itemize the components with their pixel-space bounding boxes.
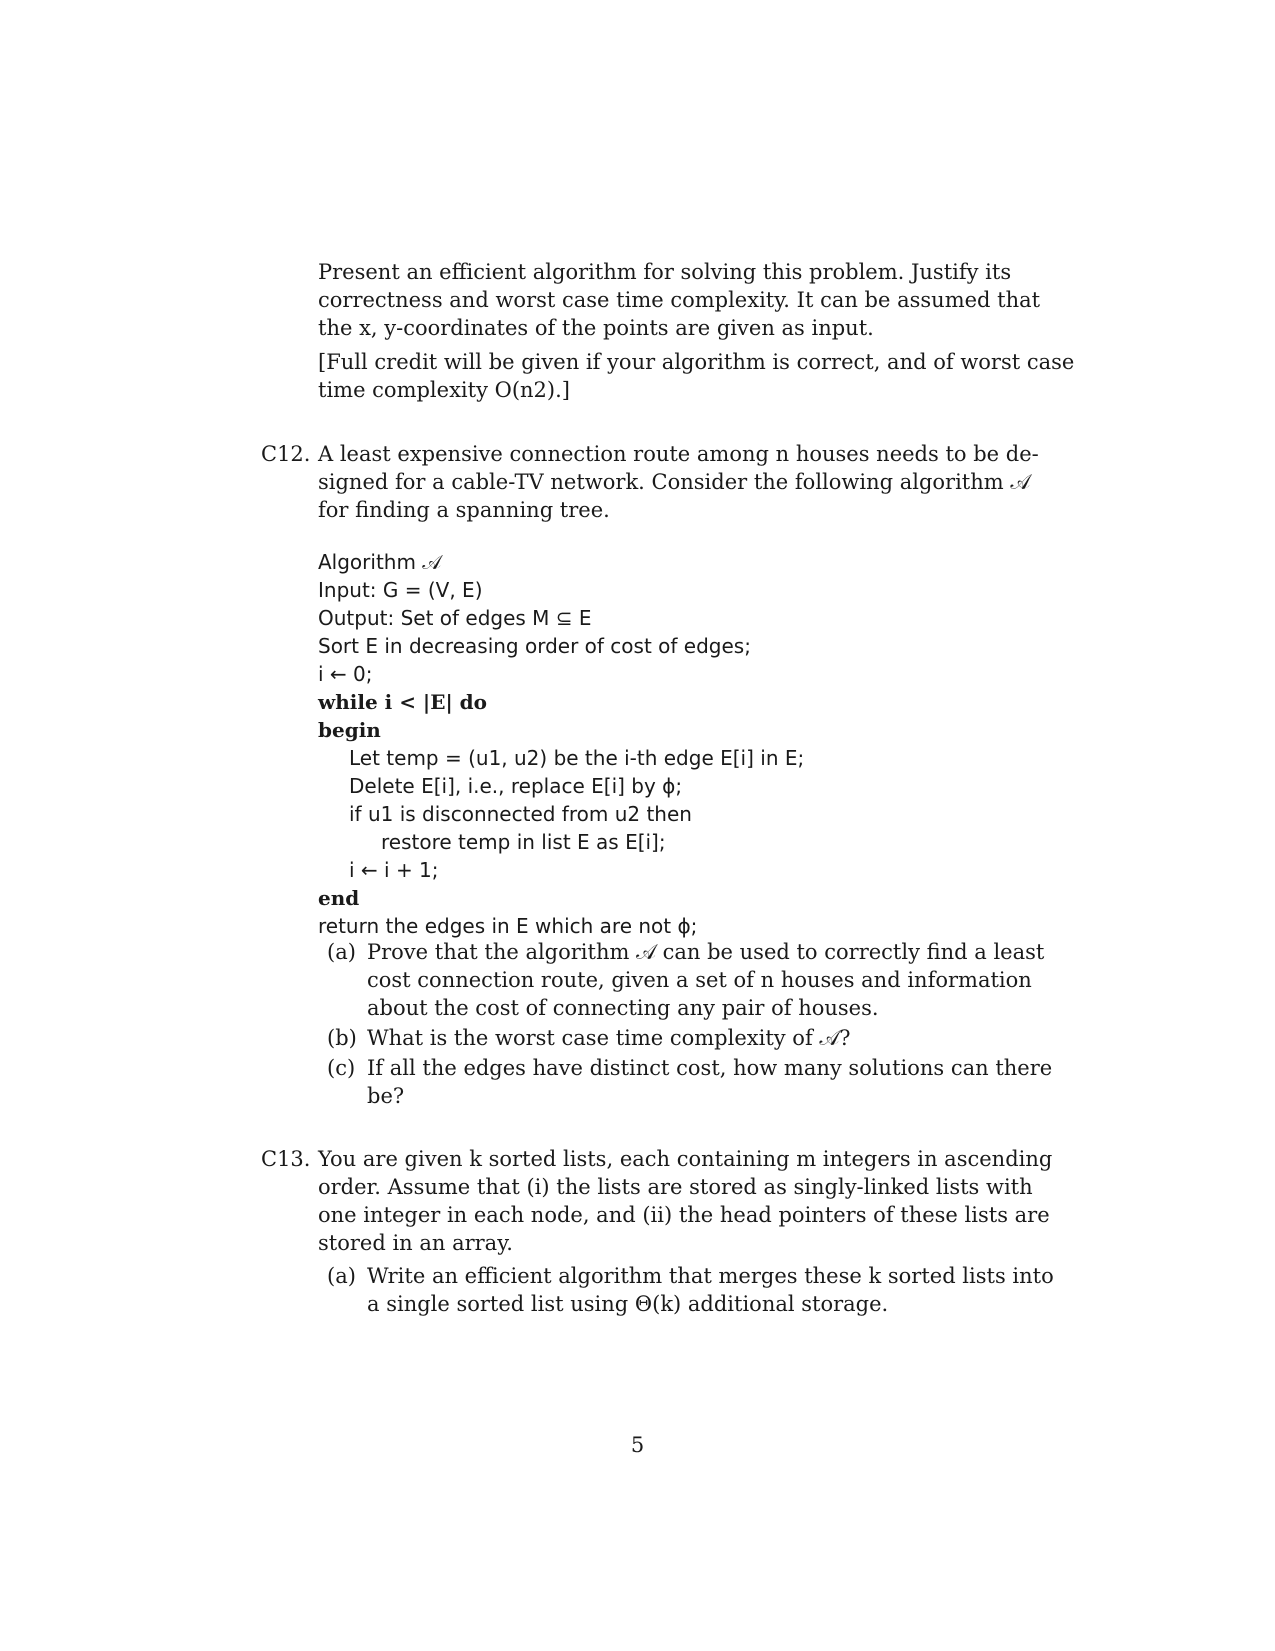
part-text [367,1262,1054,1318]
part-text [367,938,1045,1022]
text-line: Prove that the algorithm 𝒜 can be used to correctly find a least [367,940,1045,964]
text-line: A least expensive connection route among n houses needs to be de- [318,442,1039,466]
part-label: (b) [327,1026,357,1050]
question-number-c13: C13. [261,1147,311,1171]
text-line: You are given k sorted lists, each containing m integers in ascending [318,1147,1053,1171]
text-line: Present an efficient algorithm for solving this problem. Justify its [318,260,1012,284]
algo-line: Sort E in decreasing order of cost of edges; [318,634,751,658]
algo-title: Algorithm 𝒜 [318,550,442,574]
text-line: signed for a cable-TV network. Consider the following algorithm 𝒜 [318,470,1031,494]
algo-while: while i < |E| do [318,690,488,714]
part-text [367,1054,1053,1110]
text-line: for finding a spanning tree. [318,498,610,522]
part-text [367,1024,1007,1052]
text-line: be? [367,1084,405,1108]
part-label: (a) [327,940,356,964]
algo-begin: begin [318,718,381,742]
text-line: cost connection route, given a set of n houses and information [367,968,1032,992]
algo-if: if u1 is disconnected from u2 then [349,802,692,826]
question-c12-text [318,440,1039,524]
text-line: time complexity O(n2).] [318,378,570,402]
algo-output: Output: Set of edges M ⊆ E [318,606,592,630]
algo-line: Let temp = (u1, u2) be the i-th edge E[i] in E; [349,746,805,770]
text-line: the x, y-coordinates of the points are given as input. [318,316,874,340]
text-line: stored in an array. [318,1231,513,1255]
algo-line: i ← 0; [318,662,373,686]
intro-paragraph [318,258,1041,342]
text-line: a single sorted list using Θ(k) additional storage. [367,1292,889,1316]
page-number: 5 [630,1433,645,1457]
text-line: If all the edges have distinct cost, how many solutions can there [367,1056,1053,1080]
algorithm-block [318,548,1018,940]
credit-note [318,348,1075,404]
question-c13-text [318,1145,1053,1257]
text-line: order. Assume that (i) the lists are stored as singly-linked lists with [318,1175,1033,1199]
text-line: about the cost of connecting any pair of houses. [367,996,879,1020]
question-number-c12: C12. [261,442,311,466]
algo-line: i ← i + 1; [349,858,439,882]
algo-return: return the edges in E which are not ϕ; [318,914,698,938]
algo-end: end [318,886,360,910]
text-line: What is the worst case time complexity of 𝒜? [367,1026,851,1050]
text-line: [Full credit will be given if your algorithm is correct, and of worst case [318,350,1075,374]
text-line: correctness and worst case time complexity. It can be assumed that [318,288,1041,312]
algo-line: restore temp in list E as E[i]; [381,830,666,854]
algo-line: Delete E[i], i.e., replace E[i] by ϕ; [349,774,683,798]
part-label: (c) [327,1056,356,1080]
algo-input: Input: G = (V, E) [318,578,483,602]
text-line: one integer in each node, and (ii) the head pointers of these lists are [318,1203,1050,1227]
part-label: (a) [327,1264,356,1288]
text-line: Write an efficient algorithm that merges these k sorted lists into [367,1264,1054,1288]
